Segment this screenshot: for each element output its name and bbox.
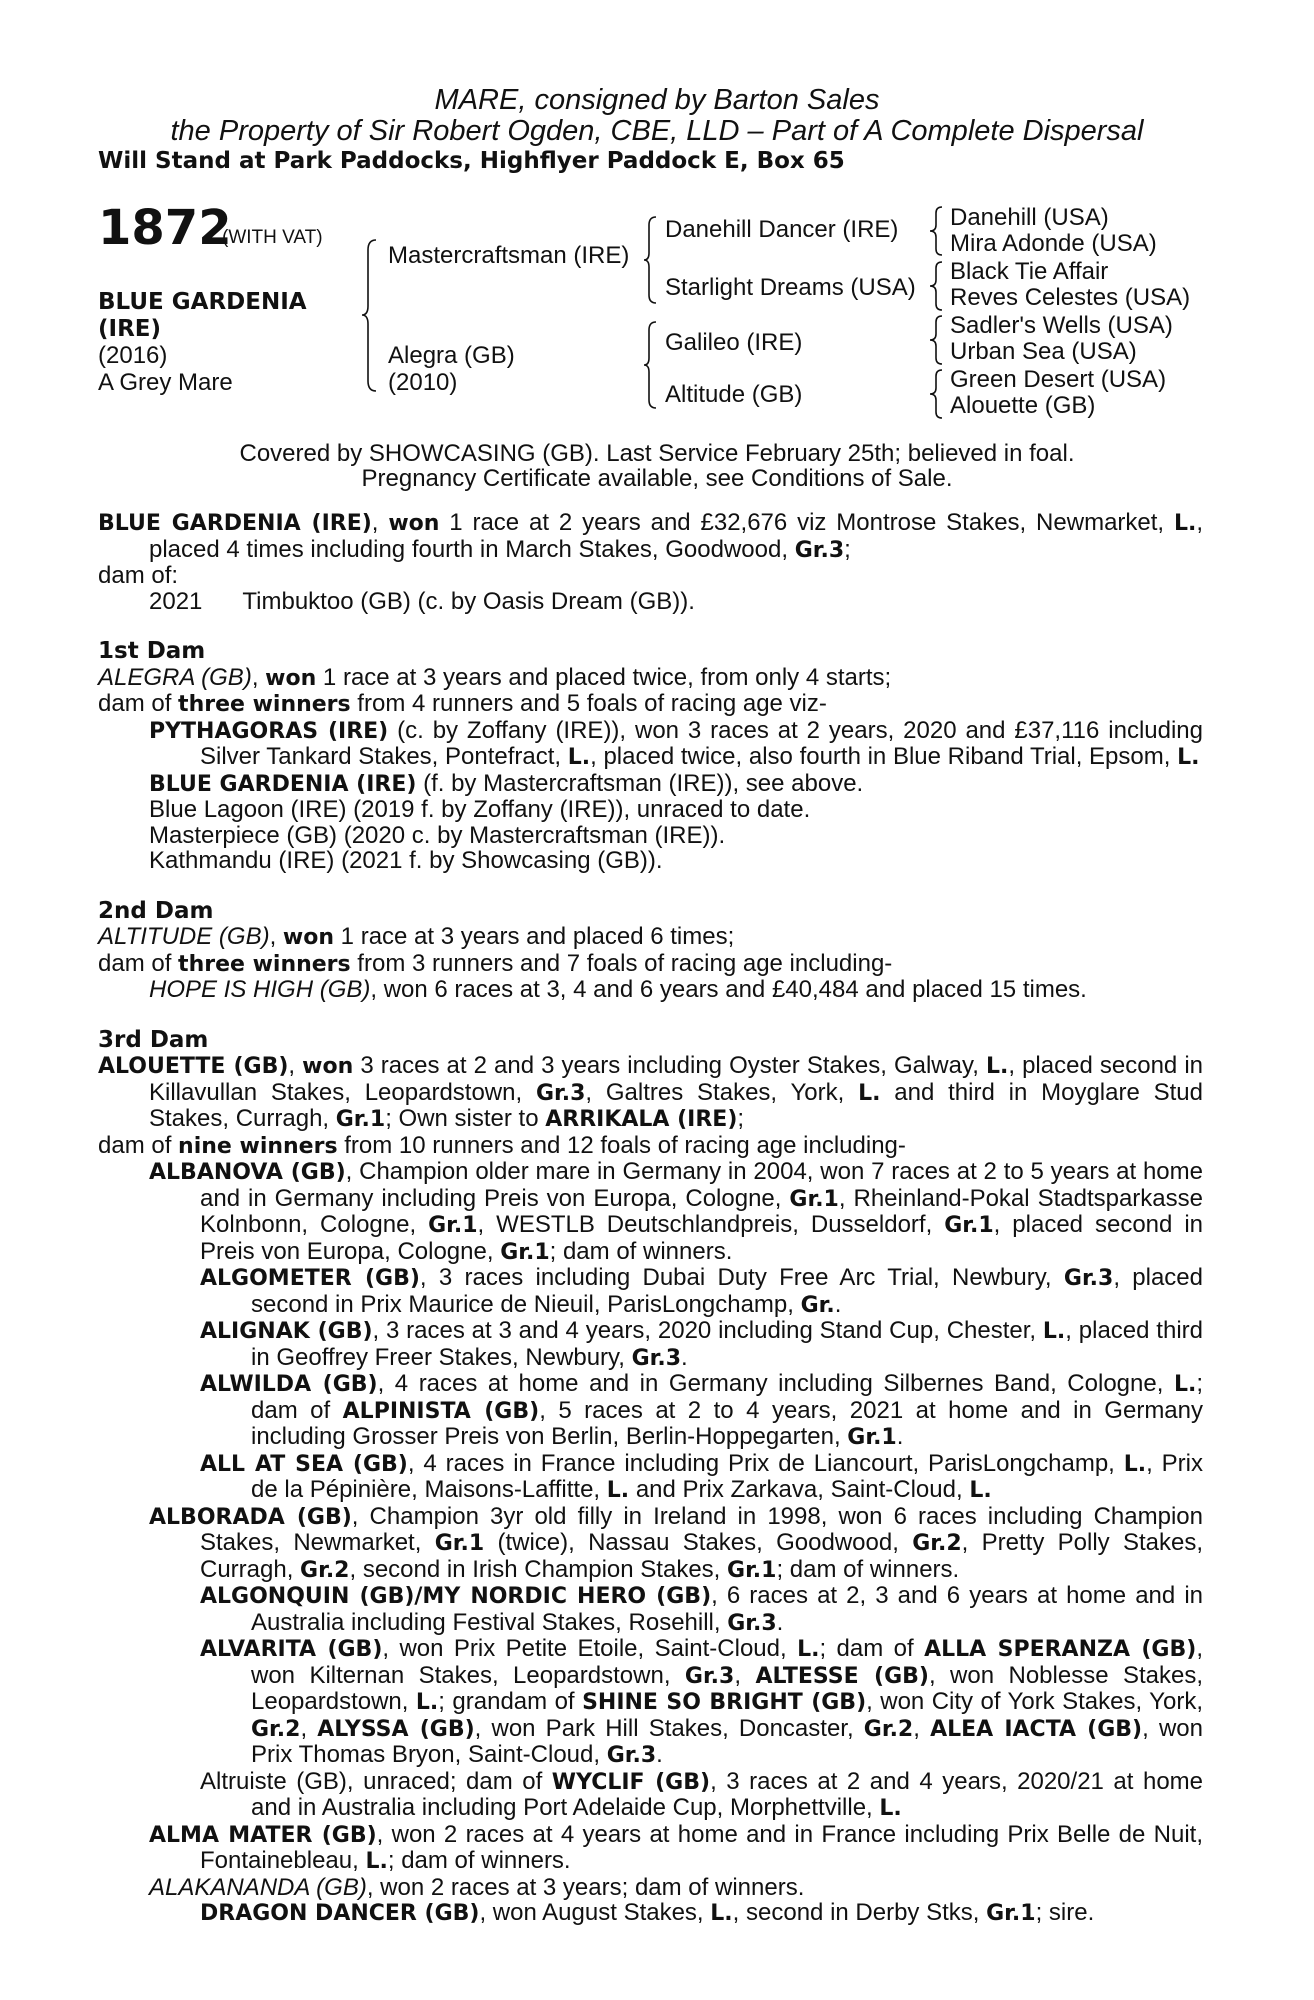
- bold-run: Gr.1: [847, 1425, 897, 1450]
- bold-run: BLUE GARDENIA (IRE): [149, 771, 417, 797]
- text-run: ,: [300, 1714, 318, 1742]
- dam-of-label: dam of:: [98, 562, 179, 589]
- offspring-name: Timbuktoo (GB) (c. by Oasis Dream (GB)).: [242, 587, 695, 615]
- text-run: (twice), Nassau Stakes, Goodwood,: [484, 1529, 913, 1556]
- text-run: dam of: [98, 1131, 179, 1159]
- bold-run: Gr.2: [912, 1531, 962, 1556]
- bold-run: L.: [1173, 1372, 1197, 1397]
- bold-run: L.: [1042, 1319, 1066, 1344]
- produce-alborada: [98, 1504, 1203, 1584]
- bold-run: ALLA SPERANZA (GB): [924, 1637, 1197, 1662]
- text-run: 3 races at 2 and 3 years including Oyster Stakes, Galway,: [353, 1052, 986, 1079]
- ds-brace: [928, 314, 944, 366]
- text-run: ,: [251, 663, 266, 691]
- pedigree-sire: Mastercraftsman (IRE): [388, 242, 630, 269]
- text-run: from 4 runners and 5 foals of racing age viz-: [350, 690, 827, 717]
- text-run: 1 race at 3 years and placed 6 times;: [334, 923, 735, 950]
- produce-pythagoras: [98, 718, 1203, 771]
- bold-run: ALOUETTE (GB): [98, 1054, 289, 1079]
- horse-suffix: (IRE): [98, 316, 162, 342]
- second-dam-record: [98, 924, 1203, 951]
- produce-blue-lagoon: Blue Lagoon (IRE) (2019 f. by Zoffany (IRE)), unraced to date.: [149, 796, 811, 823]
- bold-run: DRAGON DANCER (GB): [200, 1901, 480, 1926]
- text-run: , Rheinland-Pokal Stadtsparkasse Kolnbonn, Cologne,: [200, 1184, 1203, 1238]
- text-run: dam of: [98, 949, 179, 977]
- text-run: , won Noblesse Stakes, Leopardstown,: [251, 1661, 1203, 1715]
- bold-run: L.: [858, 1080, 881, 1106]
- text-run: ; dam of winners.: [776, 1555, 960, 1583]
- catalogue-body: [98, 510, 1203, 1927]
- bold-run: BLUE GARDENIA (IRE): [98, 511, 372, 536]
- text-run: , 3 races at 3 and 4 years, 2020 including Stand Cup, Chester,: [372, 1317, 1043, 1344]
- bold-run: Gr.1: [986, 1901, 1036, 1926]
- text-run: , Champion older mare in Germany in 2004, won 7 races at 2 to 5 years at home and in Germany including Preis von Europa, Cologne,: [200, 1158, 1203, 1212]
- bold-run: Gr.3: [631, 1345, 682, 1371]
- bold-run: ALGOMETER (GB): [200, 1266, 420, 1291]
- text-run: ;: [844, 535, 851, 563]
- text-run: , won 6 races at 3, 4 and 6 years and £40,484 and placed 15 times.: [370, 976, 1087, 1003]
- first-dam-record: [98, 665, 1203, 692]
- text-run: , second in Irish Champion Stakes,: [349, 1555, 728, 1583]
- text-run: .: [681, 1343, 688, 1371]
- text-run: , won Kilternan Stakes, Leopardstown,: [251, 1635, 1203, 1689]
- first-dam-heading: 1st Dam: [98, 638, 206, 664]
- text-run: ; dam of winners.: [549, 1237, 733, 1265]
- produce-hope-is-high: [98, 977, 1203, 1003]
- italic-run: ALTITUDE (GB): [98, 923, 270, 950]
- bold-run: ARRIKALA (IRE): [545, 1107, 738, 1132]
- text-run: , 6 races at 2, 3 and 6 years at home and in Australia including Festival Stakes, Rosehill,: [251, 1582, 1203, 1636]
- sire-brace: [642, 215, 658, 305]
- bold-run: ALBORADA (GB): [149, 1504, 352, 1530]
- property-line: the Property of Sir Robert Ogden, CBE, LLD – Part of A Complete Dispersal: [170, 115, 1144, 147]
- dd-brace: [928, 368, 944, 420]
- bold-run: L.: [879, 1796, 902, 1821]
- text-run: .: [776, 1608, 784, 1636]
- bold-run: Gr.2: [300, 1557, 350, 1583]
- bold-run: L.: [969, 1478, 992, 1503]
- horse-name: BLUE GARDENIA: [98, 289, 307, 315]
- produce-alwilda: [98, 1371, 1203, 1451]
- bold-run: Gr.1: [944, 1213, 994, 1238]
- text-run: ,: [371, 509, 389, 536]
- text-run: ,: [269, 923, 283, 950]
- text-run: (c. by Zoffany (IRE)), won 3 races at 2 years, 2020 and £37,116 including Silver Tankard Stakes, Pontefract,: [200, 716, 1203, 770]
- bold-run: Gr.3: [1063, 1266, 1114, 1291]
- text-run: ; Own sister to: [385, 1105, 546, 1132]
- lot-number: 1872: [98, 200, 232, 256]
- bold-run: PYTHAGORAS (IRE): [149, 718, 389, 744]
- offspring-year: 2021: [149, 587, 203, 615]
- text-run: , won 2 races at 3 years; dam of winners.: [366, 1873, 805, 1901]
- bold-run: won: [388, 511, 440, 536]
- horse-description: A Grey Mare: [98, 369, 233, 396]
- ss-brace: [928, 205, 944, 257]
- pedigree-dam-sire: Galileo (IRE): [665, 329, 803, 356]
- bold-run: L.: [710, 1901, 733, 1926]
- produce-algometer: [98, 1265, 1203, 1318]
- bold-run: L.: [1177, 745, 1200, 770]
- pedigree-sdd: Reves Celestes (USA): [950, 284, 1191, 311]
- first-dam-produce: [98, 691, 1203, 718]
- text-run: ,: [288, 1052, 303, 1079]
- produce-dragon-dancer: [98, 1900, 1203, 1927]
- bold-run: ALBANOVA (GB): [149, 1160, 346, 1185]
- offspring-row: [98, 589, 1203, 615]
- text-run: dam of: [98, 690, 179, 717]
- bold-run: L.: [567, 745, 591, 770]
- text-run: , won Park Hill Stakes, Doncaster,: [474, 1714, 864, 1742]
- produce-all-at-sea: [98, 1451, 1203, 1504]
- italic-run: ALAKANANDA (GB): [149, 1873, 367, 1901]
- bold-run: ALVARITA (GB): [200, 1637, 383, 1662]
- text-run: , won Prix Petite Etoile, Saint-Cloud,: [382, 1635, 798, 1662]
- vat-label: (WITH VAT): [222, 227, 323, 248]
- text-run: from 3 runners and 7 foals of racing age including-: [350, 949, 893, 977]
- dam-brace: [642, 320, 658, 410]
- text-run: 1 race at 3 years and placed twice, from only 4 starts;: [316, 663, 892, 691]
- produce-kathmandu: Kathmandu (IRE) (2021 f. by Showcasing (GB)).: [149, 847, 663, 874]
- bold-run: won: [282, 925, 335, 950]
- bold-run: L.: [415, 1690, 439, 1715]
- produce-algonquin: [98, 1583, 1203, 1636]
- second-dam-produce: [98, 951, 1203, 978]
- bold-run: L.: [1173, 511, 1197, 536]
- text-run: , 4 races in France including Prix de Liancourt, ParisLongchamp,: [407, 1449, 1124, 1477]
- produce-alignak: [98, 1318, 1203, 1371]
- text-run: , won City of York Stakes, York,: [866, 1688, 1203, 1715]
- text-run: ; dam of winners.: [387, 1847, 571, 1874]
- bold-run: Gr.1: [434, 1531, 485, 1556]
- text-run: (f. by Mastercraftsman (IRE)), see above.: [416, 769, 864, 797]
- bold-run: won: [302, 1054, 354, 1079]
- text-run: , 3 races including Dubai Duty Free Arc Trial, Newbury,: [419, 1264, 1064, 1291]
- produce-masterpiece: Masterpiece (GB) (2020 c. by Mastercraftsman (IRE)).: [149, 821, 726, 849]
- bold-run: L.: [797, 1637, 820, 1662]
- pedigree-sire-dam: Starlight Dreams (USA): [665, 274, 916, 301]
- text-run: ; dam of: [819, 1635, 925, 1662]
- pedigree-sds: Black Tie Affair: [950, 258, 1109, 285]
- covered-line: Covered by SHOWCASING (GB). Last Service February 25th; believed in foal.: [239, 440, 1075, 467]
- text-run: , won Prix Thomas Bryon, Saint-Cloud,: [251, 1714, 1203, 1768]
- bold-run: ALIGNAK (GB): [200, 1319, 373, 1344]
- text-run: and Prix Zarkava, Saint-Cloud,: [629, 1476, 970, 1503]
- italic-run: HOPE IS HIGH (GB): [149, 976, 371, 1003]
- text-run: ,: [913, 1714, 931, 1742]
- text-run: , 3 races at 2 and 4 years, 2020/21 at home and in Australia including Port Adelaide Cup, Morphettville,: [251, 1767, 1204, 1821]
- bold-run: Gr.3: [727, 1610, 777, 1636]
- text-run: , placed third in Geoffrey Freer Stakes, Newbury,: [251, 1317, 1203, 1371]
- bold-run: Gr.1: [727, 1557, 777, 1583]
- bold-run: ALEA IACTA (GB): [930, 1716, 1143, 1742]
- text-run: , Pretty Polly Stakes, Curragh,: [200, 1529, 1204, 1583]
- bold-run: WYCLIF (GB): [551, 1769, 711, 1795]
- bold-run: Gr.2: [863, 1716, 914, 1742]
- text-run: , WESTLB Deutschlandpreis, Dusseldorf,: [477, 1211, 945, 1238]
- race-record: [98, 510, 1203, 563]
- bold-run: L.: [985, 1054, 1009, 1079]
- pedigree-dsd: Urban Sea (USA): [950, 338, 1137, 365]
- bold-run: won: [265, 665, 317, 691]
- bold-run: Gr.3: [535, 1080, 586, 1106]
- text-run: , Prix de la Pépinière, Maisons-Laffitte,: [251, 1449, 1203, 1503]
- text-run: from 10 runners and 12 foals of racing age including-: [337, 1131, 906, 1159]
- bold-run: ALMA MATER (GB): [149, 1822, 377, 1848]
- stand-location: Will Stand at Park Paddocks, Highflyer Paddock E, Box 65: [98, 148, 845, 174]
- pedigree-ddd: Alouette (GB): [950, 392, 1096, 419]
- text-run: , placed second in Preis von Europa, Cologne,: [200, 1211, 1204, 1265]
- pregnancy-line: Pregnancy Certificate available, see Conditions of Sale.: [361, 465, 953, 492]
- pedigree-dam: Alegra (GB): [388, 342, 515, 369]
- text-run: .: [656, 1741, 663, 1768]
- bold-run: SHINE SO BRIGHT (GB): [582, 1690, 867, 1715]
- bold-run: L.: [365, 1849, 388, 1874]
- pedigree-sss: Danehill (USA): [950, 204, 1109, 231]
- pedigree-dss: Sadler's Wells (USA): [950, 312, 1173, 339]
- pedigree-sire-sire: Danehill Dancer (IRE): [665, 216, 899, 243]
- text-run: and third in Moyglare Stud Stakes, Curragh,: [149, 1078, 1203, 1132]
- second-dam-heading: 2nd Dam: [98, 897, 214, 924]
- bold-run: ALYSSA (GB): [317, 1716, 475, 1742]
- text-run: , second in Derby Stks,: [732, 1899, 987, 1926]
- bold-run: Gr.3: [606, 1743, 657, 1768]
- text-run: , 4 races at home and in Germany including Silbernes Band, Cologne,: [377, 1370, 1174, 1397]
- text-run: ;: [737, 1105, 745, 1132]
- bold-run: Gr.1: [789, 1186, 839, 1212]
- bold-run: Gr.3: [684, 1663, 735, 1689]
- pedigree-dam-year: (2010): [388, 369, 458, 396]
- bold-run: nine winners: [178, 1133, 338, 1159]
- bold-run: Gr.1: [500, 1239, 550, 1265]
- italic-run: ALEGRA (GB): [98, 663, 252, 691]
- text-run: Altruiste (GB), unraced; dam of: [200, 1767, 552, 1795]
- text-run: .: [896, 1423, 904, 1450]
- pedigree-dds: Green Desert (USA): [950, 366, 1167, 393]
- bold-run: ALPINISTA (GB): [342, 1398, 540, 1424]
- produce-albanova: [98, 1159, 1203, 1265]
- bold-run: Gr.3: [794, 537, 845, 563]
- bold-run: Gr.2: [251, 1716, 301, 1742]
- pedigree-ssd: Mira Adonde (USA): [950, 230, 1157, 257]
- text-run: , placed 4 times including fourth in March Stakes, Goodwood,: [149, 509, 1203, 563]
- bold-run: three winners: [178, 692, 351, 717]
- text-run: , placed second in Prix Maurice de Nieuil, ParisLongchamp,: [251, 1264, 1204, 1318]
- bold-run: Gr.1: [335, 1107, 386, 1132]
- bold-run: Gr.1: [428, 1213, 478, 1238]
- third-dam-heading: 3rd Dam: [98, 1026, 209, 1053]
- bold-run: L.: [1123, 1451, 1147, 1477]
- produce-alma-mater: [98, 1822, 1203, 1875]
- text-run: , 5 races at 2 to 4 years, 2021 at home and in Germany including Grosser Preis von Berlin, Berlin-Hoppegarten,: [251, 1396, 1204, 1450]
- produce-alakananda: [98, 1875, 1203, 1901]
- bold-run: ALGONQUIN (GB)/MY NORDIC HERO (GB): [200, 1584, 712, 1609]
- sd-brace: [928, 260, 944, 312]
- text-run: ; dam of: [251, 1370, 1203, 1424]
- third-dam-record: [98, 1053, 1203, 1133]
- third-dam-produce: [98, 1133, 1203, 1160]
- horse-year: (2016): [98, 342, 168, 369]
- text-run: ; sire.: [1035, 1899, 1095, 1926]
- text-run: , Champion 3yr old filly in Ireland in 1998, won 6 races including Champion Stakes, Newmarket,: [200, 1502, 1203, 1556]
- text-run: 1 race at 2 years and £32,676 viz Montrose Stakes, Newmarket,: [439, 509, 1174, 536]
- bold-run: Gr.: [800, 1292, 835, 1318]
- produce-blue-gardenia: [98, 771, 1203, 798]
- text-run: , placed twice, also fourth in Blue Riband Trial, Epsom,: [590, 743, 1178, 770]
- text-run: .: [834, 1290, 842, 1318]
- pedigree-main-brace: [360, 238, 380, 393]
- bold-run: ALL AT SEA (GB): [200, 1451, 408, 1477]
- bold-run: L.: [606, 1478, 630, 1503]
- text-run: , placed second in Killavullan Stakes, Leopardstown,: [149, 1052, 1204, 1106]
- text-run: , won 2 races at 4 years at home and in France including Prix Belle de Nuit, Fontainebleau,: [200, 1820, 1204, 1874]
- bold-run: three winners: [178, 951, 351, 977]
- pedigree-dam-dam: Altitude (GB): [665, 381, 803, 408]
- text-run: ,: [734, 1661, 756, 1689]
- bold-run: ALTESSE (GB): [755, 1663, 929, 1689]
- bold-run: ALWILDA (GB): [200, 1372, 378, 1397]
- produce-altruiste: [98, 1769, 1203, 1822]
- text-run: , won August Stakes,: [479, 1899, 711, 1926]
- consignor-line: MARE, consigned by Barton Sales: [434, 84, 880, 116]
- text-run: , Galtres Stakes, York,: [585, 1078, 859, 1106]
- text-run: ; grandam of: [438, 1688, 583, 1715]
- produce-alvarita: [98, 1636, 1203, 1769]
